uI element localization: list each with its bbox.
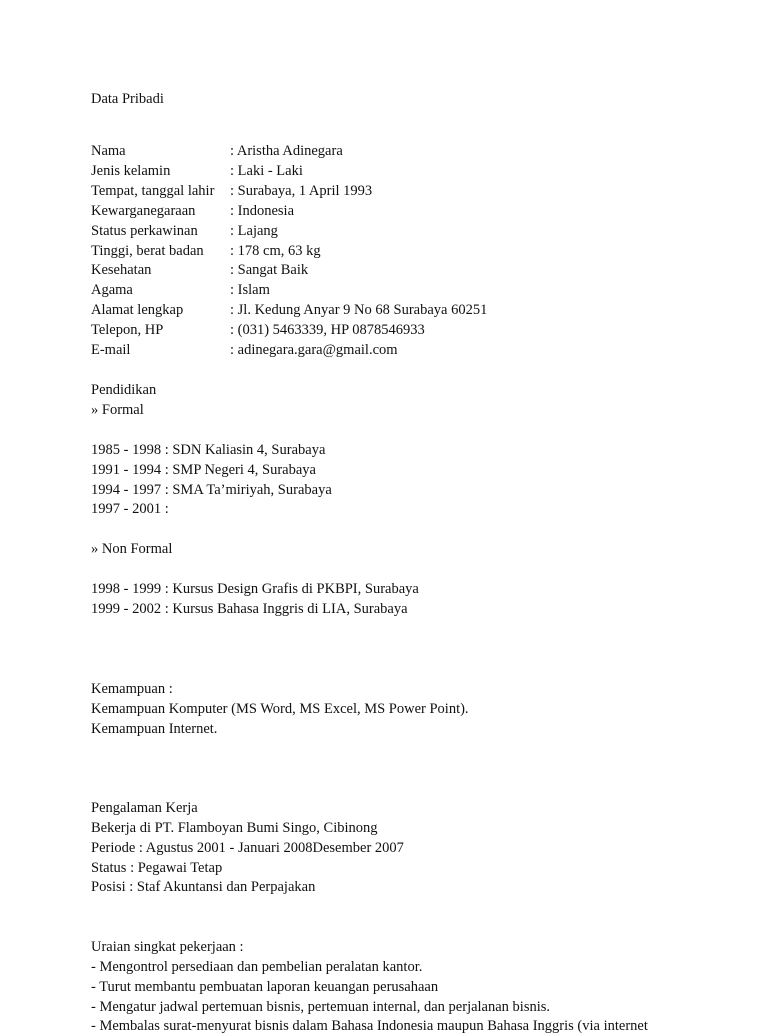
field-value: : Jl. Kedung Anyar 9 No 68 Surabaya 60251: [230, 302, 488, 318]
experience-item: Periode : Agustus 2001 - Januari 2008Desember 2007: [91, 840, 404, 856]
field-label: Kesehatan: [91, 262, 152, 278]
section-heading-duties: Uraian singkat pekerjaan :: [91, 939, 244, 955]
section-heading-skills: Kemampuan :: [91, 681, 173, 697]
formal-education-item: 1991 - 1994 : SMP Negeri 4, Surabaya: [91, 462, 316, 478]
experience-item: Bekerja di PT. Flamboyan Bumi Singo, Cibinong: [91, 820, 378, 836]
duty-item: - Membalas surat-menyurat bisnis dalam Bahasa Indonesia maupun Bahasa Inggris (via internet: [91, 1018, 648, 1034]
field-label: Telepon, HP: [91, 322, 164, 338]
field-label: Tempat, tanggal lahir: [91, 183, 215, 199]
skill-item: Kemampuan Komputer (MS Word, MS Excel, MS Power Point).: [91, 701, 469, 717]
field-label: Alamat lengkap: [91, 302, 184, 318]
skill-item: Kemampuan Internet.: [91, 721, 218, 737]
field-label: Kewarganegaraan: [91, 203, 196, 219]
field-value: : Laki - Laki: [230, 163, 303, 179]
field-value: : 178 cm, 63 kg: [230, 243, 321, 259]
section-heading-education: Pendidikan: [91, 382, 157, 398]
duty-item: - Turut membantu pembuatan laporan keuangan perusahaan: [91, 979, 439, 995]
duty-item: - Mengatur jadwal pertemuan bisnis, pertemuan internal, dan perjalanan bisnis.: [91, 999, 551, 1015]
formal-education-item: 1997 - 2001 :: [91, 501, 169, 517]
formal-education-item: 1985 - 1998 : SDN Kaliasin 4, Surabaya: [91, 442, 326, 458]
section-heading-experience: Pengalaman Kerja: [91, 800, 198, 816]
field-value: : Lajang: [230, 223, 278, 239]
field-value: : Aristha Adinegara: [230, 143, 343, 159]
section-heading-personal: Data Pribadi: [91, 91, 164, 107]
field-label: Agama: [91, 282, 133, 298]
field-label: Status perkawinan: [91, 223, 198, 239]
field-label: E-mail: [91, 342, 131, 358]
field-value: : Sangat Baik: [230, 262, 309, 278]
field-value: : Surabaya, 1 April 1993: [230, 183, 373, 199]
field-label: Jenis kelamin: [91, 163, 171, 179]
duty-item: - Mengontrol persediaan dan pembelian peralatan kantor.: [91, 959, 423, 975]
field-value: : (031) 5463339, HP 0878546933: [230, 322, 425, 338]
field-value: : Islam: [230, 282, 270, 298]
nonformal-education-item: 1999 - 2002 : Kursus Bahasa Inggris di LIA, Surabaya: [91, 601, 408, 617]
formal-education-item: 1994 - 1997 : SMA Ta’miriyah, Surabaya: [91, 482, 332, 498]
subheading-formal: » Formal: [91, 402, 144, 418]
experience-item: Status : Pegawai Tetap: [91, 860, 223, 876]
experience-item: Posisi : Staf Akuntansi dan Perpajakan: [91, 879, 316, 895]
nonformal-education-item: 1998 - 1999 : Kursus Design Grafis di PKBPI, Surabaya: [91, 581, 419, 597]
field-value: : adinegara.gara@gmail.com: [230, 342, 398, 358]
subheading-nonformal: » Non Formal: [91, 541, 173, 557]
field-label: Nama: [91, 143, 126, 159]
field-label: Tinggi, berat badan: [91, 243, 204, 259]
field-value: : Indonesia: [230, 203, 295, 219]
